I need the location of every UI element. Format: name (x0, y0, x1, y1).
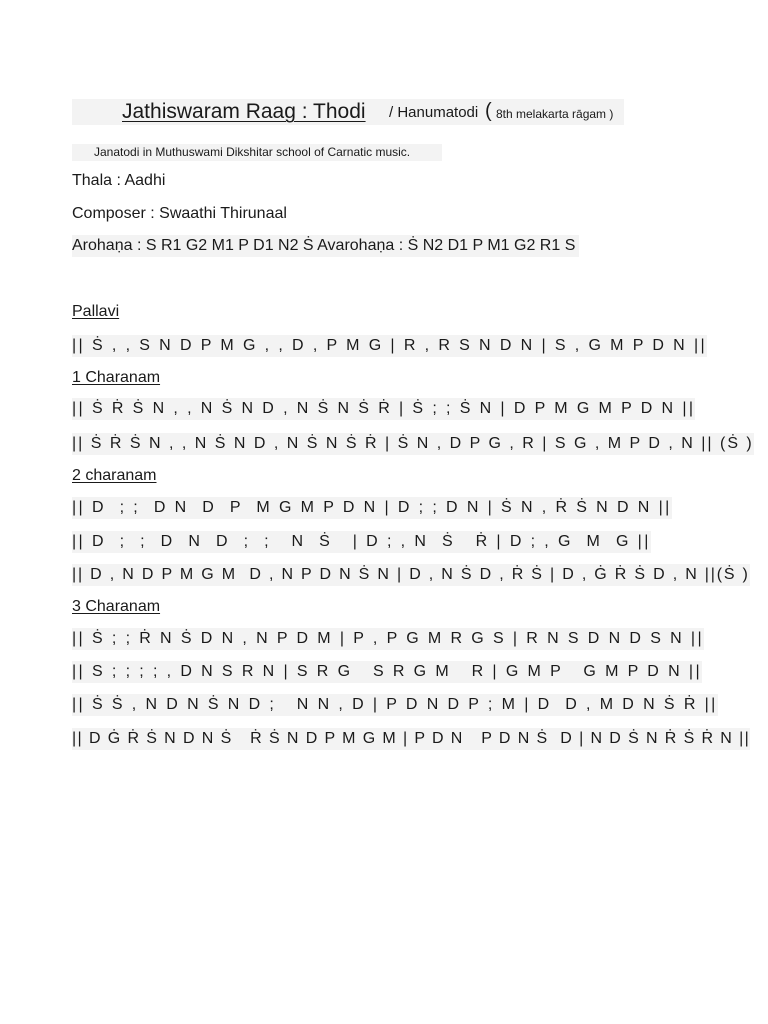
thala-line: Thala : Aadhi (72, 172, 166, 189)
subtitle (72, 144, 442, 161)
title-line (72, 99, 624, 125)
charanam2-heading: 2 charanam (72, 467, 157, 484)
charanam3-line-4: || D Ġ Ṙ Ṡ N D N Ṡ Ṙ Ṡ N D P M G M | P D N P D N Ṡ D | N D Ṡ N Ṙ Ṡ Ṙ N || (72, 728, 750, 750)
charanam2-line-3: || D , N D P M G M D , N P D N Ṡ N | D , N Ṡ D , Ṙ Ṡ | D , Ġ Ṙ Ṡ D , N ||(Ṡ ) (72, 564, 750, 586)
pallavi-heading: Pallavi (72, 303, 120, 320)
title-melakarta: 8th melakarta rāgam ) (496, 107, 614, 121)
charanam2-line-2: || D ; ; D N D ; ; N Ṡ | D ; , N Ṡ Ṙ | D ; , G M G || (72, 531, 651, 553)
pallavi-line-1: || Ṡ , , S N D P M G , , D , P M G | R , R S N D N | S , G M P D N || (72, 335, 707, 357)
charanam2-line-1: || D ; ; D N D P M G M P D N | D ; ; D N | Ṡ N , Ṙ Ṡ N D N || (72, 497, 672, 519)
page-title: Jathiswaram Raag : Thodi (122, 100, 366, 123)
charanam1-heading: 1 Charanam (72, 369, 161, 386)
charanam3-line-2: || S ; ; ; ; , D N S R N | S R G S R G M R | G M P G M P D N || (72, 661, 702, 683)
charanam1-line-2: || Ṡ Ṙ Ṡ N , , N Ṡ N D , N Ṡ N Ṡ Ṙ | Ṡ N , D P G , R | S G , M P D , N || (Ṡ ) (72, 433, 754, 455)
charanam3-line-3: || Ṡ Ṡ , N D N Ṡ N D ; N N , D | P D N D P ; M | D D , M D N Ṡ Ṙ || (72, 694, 718, 716)
composer-line: Composer : Swaathi Thirunaal (72, 205, 287, 222)
charanam3-line-1: || Ṡ ; ; Ṙ N Ṡ D N , N P D M | P , P G M R G S | R N S D N D S N || (72, 628, 704, 650)
subtitle-text: Janatodi in Muthuswami Dikshitar school of Carnatic music. (94, 145, 411, 159)
charanam3-heading: 3 Charanam (72, 598, 161, 615)
title-open-paren: ( (485, 100, 492, 122)
scale-line: Arohaṇa : S R1 G2 M1 P D1 N2 Ṡ Avarohaṇa : Ṡ N2 D1 P M1 G2 R1 S (72, 235, 579, 257)
title-alt-name: / Hanumatodi (389, 104, 479, 121)
charanam1-line-1: || Ṡ Ṙ Ṡ N , , N Ṡ N D , N Ṡ N Ṡ Ṙ | Ṡ ; ; Ṡ N | D P M G M P D N || (72, 398, 695, 420)
